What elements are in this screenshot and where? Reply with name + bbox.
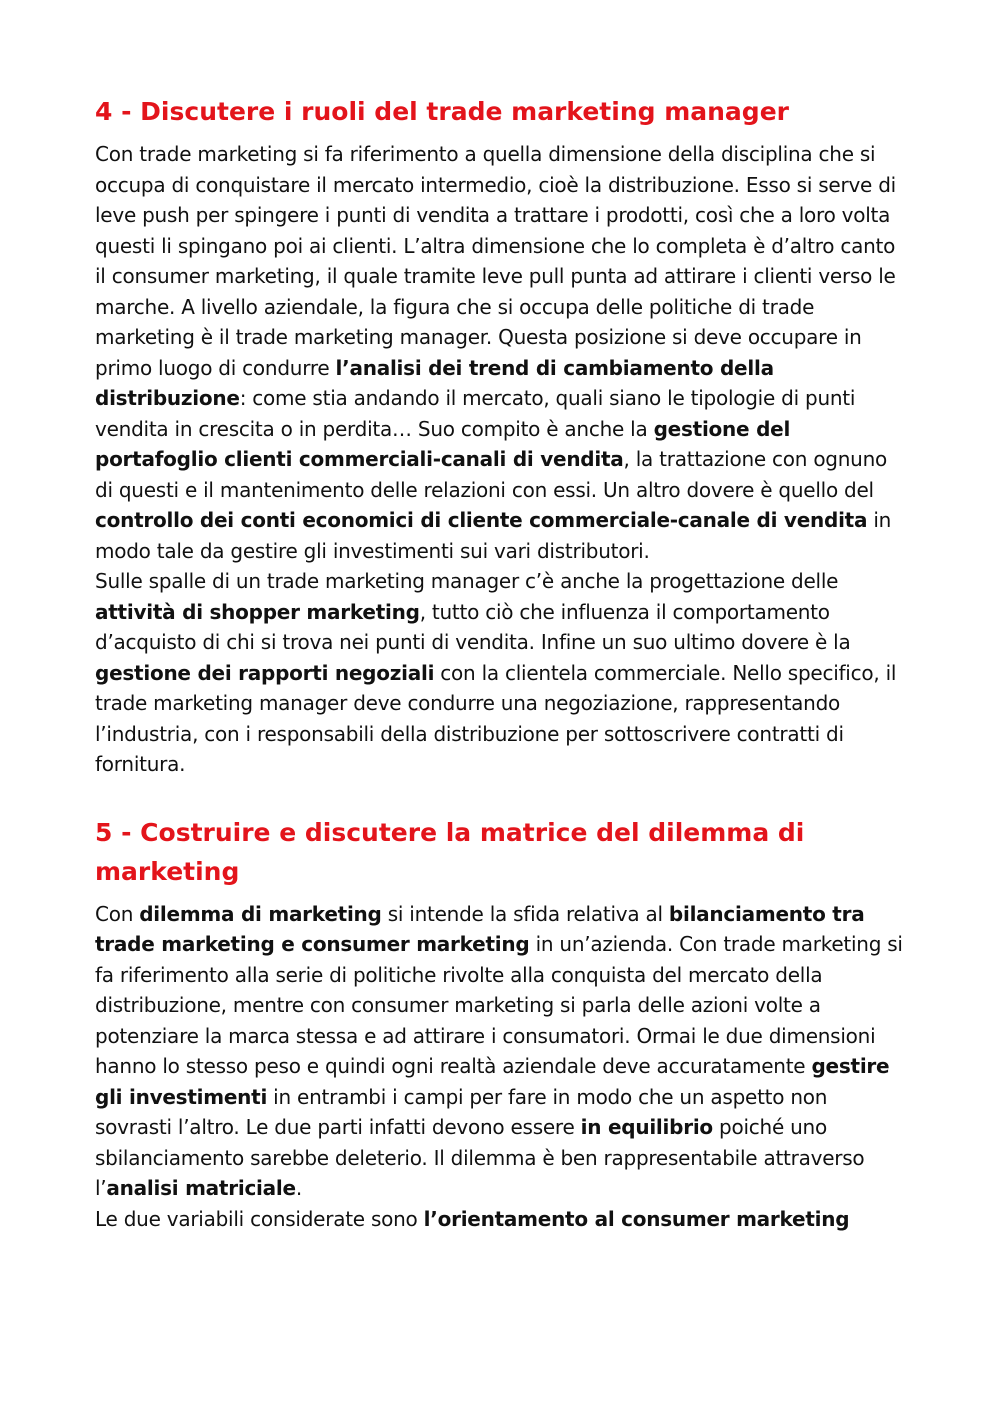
- text-run: poiché uno sbilanciamento sarebbe deleterio. Il dilemma è ben rappresentabile attraverso l’: [95, 1115, 865, 1200]
- bold-run: dilemma di marketing: [139, 901, 382, 926]
- bold-run: l’orientamento al consumer marketing: [423, 1206, 850, 1231]
- text-run: Con trade marketing si fa riferimento a quella dimensione della disciplina che si occupa di conquistare il mercato intermedio, cioè la distribuzione. Esso si serve di leve push per spingere i punti di vendita a trattare i prodotti, così che a loro volta questi li spingano poi ai clienti. L’altra dimensione che lo completa è d’altro canto il consumer marketing, il quale tramite leve pull punta ad attirare i clienti verso le marche. A livello aziendale, la figura che si occupa delle politiche di trade marketing è il trade marketing manager. Questa posizione si deve occupare in primo luogo di condurre: [95, 142, 896, 380]
- bold-run: bilanciamento tra trade marketing e consumer marketing: [95, 901, 865, 956]
- section-5-heading: 5 - Costruire e discutere la matrice del dilemma di marketing: [95, 817, 805, 886]
- text-run: in un’azienda. Con trade marketing si fa riferimento alla serie di politiche rivolte alla conquista del mercato della distribuzione, mentre con consumer marketing si parla delle azioni volte a potenziare la marca stessa e ad attirare i consumatori. Ormai le due dimensioni hanno lo stesso peso e quindi ogni realtà aziendale deve accuratamente: [95, 932, 903, 1078]
- section-4-paragraph-2: [95, 566, 910, 780]
- section-4-paragraph-1: [95, 139, 910, 566]
- text-run: Sulle spalle di un trade marketing manager c’è anche la progettazione delle: [95, 569, 839, 593]
- text-run: in entrambi i campi per fare in modo che un aspetto non sovrasti l’altro. Le due parti infatti devono essere: [95, 1084, 828, 1139]
- section-5-paragraph-1: [95, 899, 910, 1235]
- bold-run: l’analisi dei trend di cambiamento della distribuzione: [95, 355, 774, 410]
- text-run: con la clientela commerciale. Nello specifico, il trade marketing manager deve condurre una negoziazione, rappresentando l’industria, con i responsabili della distribuzione per sottoscrivere contratti di fornitura.: [95, 660, 897, 776]
- section-4-heading: 4 - Discutere i ruoli del trade marketing manager: [95, 97, 789, 126]
- text-run: .: [295, 1176, 302, 1200]
- document-page: [95, 88, 910, 1234]
- text-run: , la trattazione con ognuno di questi e il mantenimento delle relazioni con essi. Un altro dovere è quello del: [95, 447, 888, 502]
- text-run: in modo tale da gestire gli investimenti sui vari distributori.: [95, 508, 892, 563]
- bold-run: gestione dei rapporti negoziali: [95, 660, 435, 685]
- bold-run: gestire gli investimenti: [95, 1054, 890, 1109]
- bold-run: controllo dei conti economici di cliente commerciale-canale di vendita: [95, 508, 868, 532]
- text-run: : come stia andando il mercato, quali siano le tipologie di punti vendita in crescita o in perdita… Suo compito è anche la: [95, 386, 856, 441]
- text-run: Con: [95, 901, 140, 926]
- bold-run: in equilibrio: [580, 1115, 713, 1139]
- bold-run: gestione del portafoglio clienti commerciali-canali di vendita: [95, 416, 791, 471]
- text-run: si intende la sfida relativa al: [381, 901, 669, 926]
- bold-run: analisi matriciale: [106, 1176, 296, 1200]
- bold-run: attività di shopper marketing: [95, 599, 420, 624]
- text-run: , tutto ciò che influenza il comportamento d’acquisto di chi si trova nei punti di vendita. Infine un suo ultimo dovere è la: [95, 599, 851, 654]
- text-run: Le due variabili considerate sono: [95, 1206, 424, 1231]
